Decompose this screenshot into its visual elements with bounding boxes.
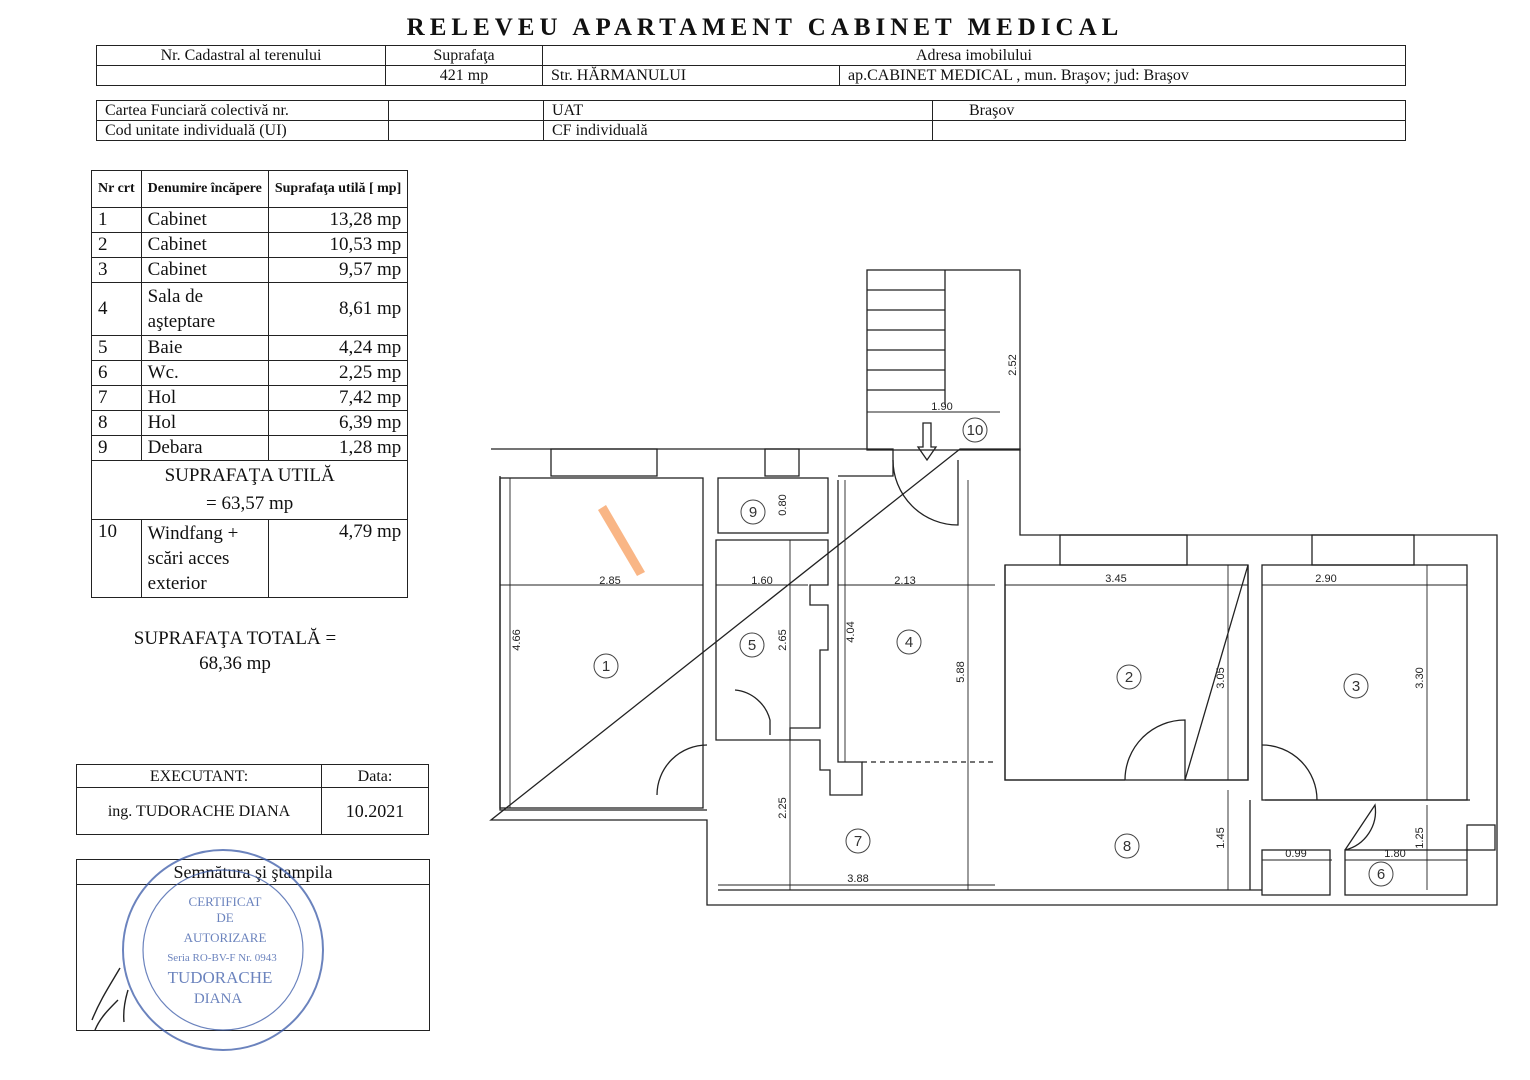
room-label-6: 6 bbox=[1376, 866, 1386, 883]
room-name: Cabinet bbox=[141, 233, 268, 258]
ui-code-label: Cod unitate individuală (UI) bbox=[97, 121, 389, 141]
stamp-line-1: CERTIFICAT bbox=[188, 894, 262, 909]
door-5 bbox=[735, 690, 770, 735]
dim-345: 3.45 bbox=[1105, 573, 1127, 585]
address-detail: ap.CABINET MEDICAL , mun. Braşov; jud: Braşov bbox=[840, 66, 1406, 86]
room-area: 1,28 mp bbox=[268, 436, 407, 461]
room-nr: 3 bbox=[92, 258, 142, 283]
executant-name: ing. TUDORACHE DIANA bbox=[77, 788, 322, 835]
dim-305: 3.05 bbox=[1215, 667, 1227, 689]
room-nr: 5 bbox=[92, 336, 142, 361]
dim-145: 1.45 bbox=[1215, 827, 1227, 849]
room-nr: 2 bbox=[92, 233, 142, 258]
room-area: 7,42 mp bbox=[268, 386, 407, 411]
window-3 bbox=[1312, 535, 1414, 565]
door-2 bbox=[1125, 720, 1185, 780]
stamp-line-3: AUTORIZARE bbox=[183, 930, 267, 945]
room-name: Debara bbox=[141, 436, 268, 461]
room-area: 8,61 mp bbox=[268, 283, 407, 336]
room-nr: 4 bbox=[92, 283, 142, 336]
room-label-2: 2 bbox=[1124, 669, 1134, 686]
room-nr: 7 bbox=[92, 386, 142, 411]
executant-label: EXECUTANT: bbox=[77, 765, 322, 788]
room-label-1: 1 bbox=[601, 658, 611, 675]
room-label-4: 4 bbox=[904, 634, 914, 651]
dim-285: 2.85 bbox=[599, 575, 621, 587]
room-9-outline bbox=[718, 478, 828, 533]
dim-190: 1.90 bbox=[931, 401, 953, 413]
window-2 bbox=[1060, 535, 1187, 565]
dim-588: 5.88 bbox=[955, 661, 967, 683]
cadastral-label: Nr. Cadastral al terenului bbox=[97, 46, 386, 66]
room-area: 4,79 mp bbox=[268, 520, 407, 598]
room-area: 2,25 mp bbox=[268, 361, 407, 386]
total-value: 68,36 mp bbox=[199, 653, 271, 674]
window-6 bbox=[1467, 825, 1495, 850]
executant-date: 10.2021 bbox=[322, 788, 429, 835]
entrance-door bbox=[893, 460, 958, 525]
room-name: Hol bbox=[141, 386, 268, 411]
window-9 bbox=[765, 449, 799, 476]
dim-160: 1.60 bbox=[751, 575, 773, 587]
orange-mark bbox=[598, 505, 645, 576]
dim-265: 2.65 bbox=[777, 629, 789, 651]
uat-label: UAT bbox=[544, 101, 933, 121]
stamp-line-4: Seria RO-BV-F Nr. 0943 bbox=[167, 952, 277, 964]
room-area: 9,57 mp bbox=[268, 258, 407, 283]
door-3 bbox=[1262, 745, 1317, 800]
door-1 bbox=[657, 745, 707, 795]
room-name: Windfang + scări acces exterior bbox=[141, 520, 268, 598]
col-name-header: Denumire încăpere bbox=[141, 171, 268, 208]
entrance-arrow-icon bbox=[918, 423, 936, 460]
cf-individual-label: CF individuală bbox=[544, 121, 933, 141]
room-area: 10,53 mp bbox=[268, 233, 407, 258]
room-area: 13,28 mp bbox=[268, 208, 407, 233]
room-6-outline bbox=[1345, 850, 1467, 895]
room-name: Sala de aşteptare bbox=[141, 283, 268, 336]
dim-225: 2.25 bbox=[777, 797, 789, 819]
room-nr: 10 bbox=[92, 520, 142, 598]
room-5-outline bbox=[716, 540, 828, 740]
room-label-7: 7 bbox=[853, 833, 863, 850]
signature-label: Semnătura şi ştampila bbox=[77, 860, 429, 885]
window-1 bbox=[551, 449, 657, 476]
dim-099: 0.99 bbox=[1285, 848, 1307, 860]
dim-180: 1.80 bbox=[1384, 848, 1406, 860]
dim-080: 0.80 bbox=[777, 494, 789, 516]
room-nr: 9 bbox=[92, 436, 142, 461]
room-name: Cabinet bbox=[141, 258, 268, 283]
room-3-outline bbox=[1262, 565, 1467, 800]
room-label-3: 3 bbox=[1351, 678, 1361, 695]
room-area: 6,39 mp bbox=[268, 411, 407, 436]
cf-collective-label: Cartea Funciară colectivă nr. bbox=[97, 101, 389, 121]
dim-404: 4.04 bbox=[845, 621, 857, 643]
dim-330: 3.30 bbox=[1414, 667, 1426, 689]
room-name: Baie bbox=[141, 336, 268, 361]
room-label-10: 10 bbox=[966, 422, 984, 439]
col-nr-header: Nr crt bbox=[92, 171, 142, 208]
stamp-line-2: DE bbox=[216, 910, 234, 925]
outer-wall bbox=[491, 449, 1497, 905]
room-name: Hol bbox=[141, 411, 268, 436]
page-title: RELEVEU APARTAMENT CABINET MEDICAL bbox=[406, 14, 1124, 41]
col-area-header: Suprafaţa utilă [ mp] bbox=[268, 171, 407, 208]
address-label: Adresa imobilului bbox=[543, 46, 1406, 66]
street-value: Str. HĂRMANULUI bbox=[543, 66, 840, 86]
exterior-stairs bbox=[867, 270, 1020, 450]
dim-213: 2.13 bbox=[894, 575, 916, 587]
room-nr: 6 bbox=[92, 361, 142, 386]
stamp-line-6: DIANA bbox=[193, 991, 243, 1007]
room-name: Cabinet bbox=[141, 208, 268, 233]
room-label-5: 5 bbox=[747, 637, 757, 654]
room-label-9: 9 bbox=[748, 504, 758, 521]
stamp-line-5: TUDORACHE bbox=[167, 968, 273, 987]
surface-value: 421 mp bbox=[386, 66, 543, 86]
room-area: 4,24 mp bbox=[268, 336, 407, 361]
dim-125: 1.25 bbox=[1414, 827, 1426, 849]
dim-466: 4.66 bbox=[511, 629, 523, 651]
room-label-8: 8 bbox=[1122, 838, 1132, 855]
room-nr: 8 bbox=[92, 411, 142, 436]
useful-surface-value: = 63,57 mp bbox=[206, 493, 294, 514]
door-6 bbox=[1345, 805, 1375, 850]
surface-label: Suprafaţa bbox=[386, 46, 543, 66]
dim-388: 3.88 bbox=[847, 873, 869, 885]
dim-290: 2.90 bbox=[1315, 573, 1337, 585]
total-label: SUPRAFAŢA TOTALĂ = bbox=[133, 628, 337, 649]
date-label: Data: bbox=[322, 765, 429, 788]
room-nr: 1 bbox=[92, 208, 142, 233]
uat-value: Braşov bbox=[933, 101, 1406, 121]
dim-252: 2.52 bbox=[1007, 354, 1019, 376]
useful-surface-label: SUPRAFAŢA UTILĂ bbox=[164, 465, 335, 486]
room-name: Wc. bbox=[141, 361, 268, 386]
